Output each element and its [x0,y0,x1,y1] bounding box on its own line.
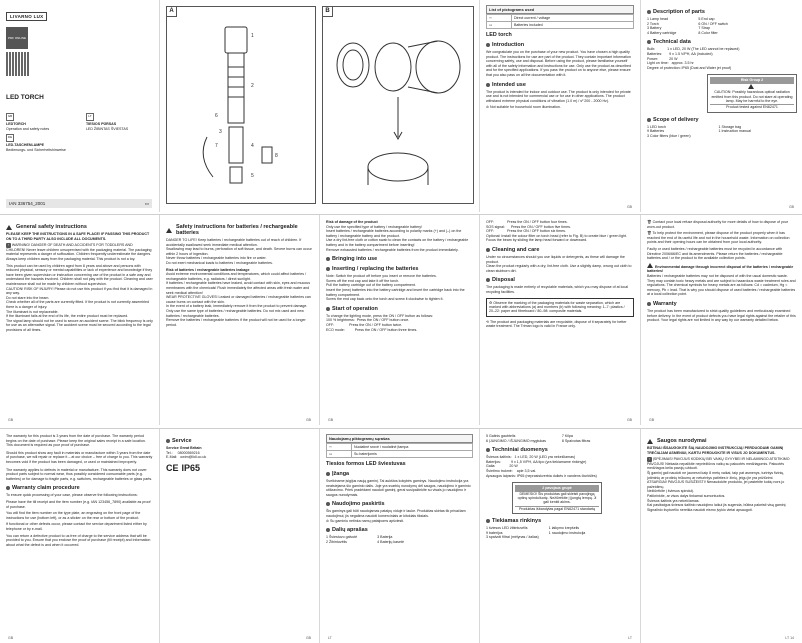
svg-text:8: 8 [275,153,278,159]
scope-item: 1 Storage bag [718,124,742,129]
tech-line: Šviesos šaltinis: 1 x LED, 20 W (LED yra nekeičiamas) [486,455,576,460]
pictogram-label: Batteries included [512,22,634,29]
insert-step: Screw the end cap back onto the torch and screw it clockwise to tighten it. [326,297,444,302]
service-country: Service Great Britain [166,446,202,450]
language-title: LED-TASCHENLAMPE [6,143,45,148]
safety-heading: Saugos nurodymai [647,438,796,444]
leak-item: Remove the batteries / rechargeable batteries if the product will not be used for a longer period. [166,318,306,327]
ce-mark-icon: CE [166,462,179,473]
risk-item: Only use the specified type of battery / rechargeable battery! [326,224,423,229]
svg-text:4: 4 [251,143,254,149]
page-gb-6 [160,215,320,425]
procedure-item: You can return a defective product to us free of charge to the service address that will be provided to you. Ensure that you enclose the proof of purchase (till receipt) and information about what the defect is and when it occurred. [6,533,151,547]
ian-number: IAN 336754_2001 [9,201,46,206]
warranty-text: The warranty applies to defects in material or manufacture. This warranty does not cover product parts subject to normal wear, thus possibly considered consumable parts (e.g. batteries) or for damage to fragile parts, e.g. switches, rechargeable batteries or glass parts. [6,467,153,481]
part-item: 3 Baterija [377,535,393,540]
scope-heading: Tiekiamas rinkinys [486,518,634,524]
battery-cartridge [229,127,243,163]
scope-item: 3 Color filters (blue / green) [647,133,691,138]
language-group-left [6,113,66,152]
part-item: 7 Strap [698,26,710,31]
color-filter [262,147,272,163]
qr-code [6,52,30,76]
bullet-icon [486,448,490,452]
page-number: LT 14 [785,636,794,640]
part-item: 8 Color filter [698,30,718,35]
scope-item: 1 LED torch [647,124,666,129]
page-number: GB [328,418,334,422]
disposal-box: ♻ Observe the marking of the packaging materials for waste separation, which are marked with abbreviations (a) and numbers (b) with following meaning: 1–7: plastics / 20–22: paper and fibreboard / 80–98: composite materials. [486,298,634,317]
into-use-heading: Bringing into use [326,256,473,262]
bullet-icon [326,257,330,261]
warning-label-icon: ! [8,243,9,248]
warranty-heading: Warranty [647,301,796,307]
bullet-icon [647,10,651,14]
page-number: GB [626,205,632,209]
panel-label: B [323,7,333,17]
leak-item: Only use the same type of batteries / rechargeable batteries. Do not mix used and new batteries / rechargeable batteries. [166,308,304,318]
section-title: LED torch [486,32,512,38]
tech-line: Baterijos: 9 x 1,5 V/PH, AA tipo (yra tiekiamame rinkinyje) [486,459,587,464]
risk-text: DĖMESIO! Šis produktas gali skleisti pavojingą optinę spinduliuotę. Nežiūrėkite į įjungtą lempą. Ji gali kenkti akims. [517,491,597,505]
figure-panel-b [322,6,474,204]
part-item: 3 Battery [647,26,662,31]
pictograms-title: List of pictograms used [486,5,634,14]
part-item: 1 Šviestuvo galvutė [326,535,358,540]
end-cap [230,167,242,183]
filter-fitting-drawing [323,7,473,203]
row-top [0,0,802,212]
risk-item: Use a dry lint-free cloth or cotton swab to clean the contacts on the battery / rechargeable battery and in the battery compartment before inserting! [326,238,469,247]
svg-text:2: 2 [251,83,254,89]
mode-line: OFF: Press the ON / OFF button six times. [486,229,566,234]
tech-line: Degree of protection: IP65 (Dust and Water jet proof) [647,65,732,70]
language-group-right [86,113,128,152]
bin-icon: 🗑 [647,220,653,224]
safety-item: If the illuminant fails at the end of its life, the entire product must be replaced. [6,314,129,319]
part-item: 8 Spalvotas filtras [561,438,591,443]
safety-item: Do not stare into the beam. [6,295,50,300]
tech-heading: Technical data [647,39,796,45]
safety-item: The signal lamp should not be used to secure an accident scene. The blink frequency is only for use as an alternative signal. The accident scene must be secured according to the legal provisions of all times. [6,318,153,332]
language-sub: LED ŽIBINTAS ŠVIESTAS [85,126,129,131]
warning-triangle-icon [647,263,653,268]
page-gb-11 [160,429,320,643]
intro-text: We congratulate you on the purchase of your new product. You have chosen a high quality product. The instructions for use are part of the product. They contain important information concerning safety, use and disposal. Before using the product, please familiarise yourself with all of the safety information and instructions for use. Only use the product as described and for the specified applications. If you pass the product on to anyone else, please ensure that you also pass on all the documentation with it. [486,50,632,77]
flag-icon: ▭ [144,200,149,206]
mode-line: ECO mode: Press the ON / OFF button three times. [326,327,418,332]
scope-item: 1 Instruction manual [718,129,751,134]
ian-bar [6,199,152,208]
bullet-icon [486,43,490,47]
page-gb-7 [320,215,480,425]
battery-icon: ▭ [327,451,352,458]
language-title: TIESIOS PŪRSAS [85,122,117,126]
bullet-icon [486,248,490,252]
bullet-icon [647,118,651,122]
pictogram-table [326,443,473,458]
pictogram-label: Nuolatinė srovė / nuolatinė įtampa [352,444,473,451]
safety-item: Kai pasibaigus šviesos šaltinio naudojimo laikui jis sugenda, būtina pakeisti visą gaminį. [647,503,787,508]
scope-heading: Scope of delivery [647,117,796,123]
safety-item: CAUTION! RISK OF INJURY! Please do not use this product if you find that it is damaged in any way. [6,286,153,296]
insert-heading: Inserting / replacing the batteries [326,266,473,272]
ce-ip-row [166,463,313,473]
tech-line: Galia: 20 W [486,464,518,469]
page-number: LT [328,636,332,640]
intended-heading: Intended use [486,82,634,88]
scope-item: 9 Batteries [647,129,665,134]
panel-label: A [167,7,177,17]
mode-line: OFF: Press the ON / OFF button twice. [326,322,403,327]
insert-step: Insert the (new) batteries into the battery cartridge and insert the cartridge back into the battery compartment. [326,287,465,297]
scope-item: 1 naudojimo instrukcija [548,530,586,535]
risk-group-box [707,74,797,112]
insert-note: Note: Switch the product off before you insert or remove the batteries. [326,274,437,279]
intended-note: ⊘ Not suitable for household room illumination. [486,105,561,110]
intended-heading: Naudojimo paskirtis [326,501,473,507]
warranty-text: Should this product show any fault in materials or manufacture within 3 years from the date of purchase, we will repair or replace it – at our choice – free of charge to you. This warranty becomes void if the product has been damaged, or used or maintained improperly. [6,450,153,464]
page-lt-12 [320,429,480,643]
general-safety-heading: General safety instructions [6,224,153,230]
page-number: LT [628,636,632,640]
bullet-icon [647,40,651,44]
safety-item: The illuminant is not replaceable. [6,309,59,314]
intended-note: ⊘ Su gaminiu netinka namų patalpoms apšviesti. [326,518,405,523]
scope-item: 3 spalvoti filtrai (mėlynas / žalias) [486,535,539,540]
procedure-item: You will find the item number on the type plate, an engraving on the front page of the instructions for use (bottom left), or as a sticker on the rear or bottom of the product. [6,511,141,520]
leak-heading: Risk of batteries / rechargeable batteries leakage [166,267,250,272]
bullet-icon [326,472,330,476]
pictogram-table [486,14,634,29]
parts-heading: Description of parts [647,9,796,15]
svg-text:1: 1 [251,33,254,39]
scope-list [486,526,634,540]
disposal-end: ⟲ The product and packaging materials are recyclable, dispose of it separately for better waste treatment. The Triman logo is valid in France only. [486,319,627,329]
recycle-icon: ♻ [489,300,494,305]
tech-line: Apsaugos laipsnis: IP65 (neprasiskverbia dulkės ir vandens čiurkšlės) [486,473,597,478]
part-item: 2 Torch [647,21,659,26]
cleaning-item: Under no circumstances should you use liquids or detergents, as these will damage the product. [486,254,625,264]
procedure-text: To ensure quick processing of your case, please observe the following instructions: [6,493,138,498]
mode-line: OFF: Press the ON / OFF button four times. [486,220,568,224]
procedure-item: If functional or other defects occur, please contact the service department listed either by telephone or by e-mail. [6,522,147,531]
intro-heading: Įžanga [326,471,473,477]
bullet-icon [486,519,490,523]
safety-item: ATSARGIAI! PAVOJUS SUSIŽEISTI! Nenaudokite produkto, jei pastebite kokių nors jo pažeidimų. [647,480,785,489]
part-item: 4 Baterijų kasetė [377,539,404,544]
page-number: GB [8,418,14,422]
exploded-torch-drawing [167,7,315,203]
risk-item: Remove exhausted batteries / rechargeable batteries from the product immediately. [326,247,459,252]
parts-heading: Dalių aprašas [326,527,473,533]
no-room-light-icon: ⊘ [326,518,331,523]
part-item: 1 Lamp head [647,17,668,21]
risk-text: CAUTION: Possibly hazardous optical radiation emitted from this product. Do not stare at operating lamp. May be harmful to the eye. [711,90,793,103]
insert-step: Pull the battery cartridge out of the battery compartment. [326,283,416,288]
language-sub: Bedienungs- und Sicherheitshinweise [6,147,66,152]
language-list [6,113,153,152]
safety-item: Patikrinkite, ar visos dalys tinkamai sumontuotos. [647,493,726,498]
parts-list [647,17,796,35]
warranty-text: The warranty for this product is 3 years from the date of purchase. The warranty period begins on the date of purchase. Please keep the original sales receipt in a safe location. This document is required as your proof of purchase. [6,434,146,448]
leak-item: Avoid extreme environmental conditions and temperatures, which could affect batteries / rechargeable batteries, e.g. radiators / direct sunlight. [166,272,307,281]
battery-safety-item: Never throw batteries / rechargeable batteries into fire or water. [166,256,267,261]
risk-footer: Produktas išbandytas pagal EN62471 standartą [515,506,599,511]
language-flag-icon: LT [86,113,94,121]
part-item: 4 Battery cartridge [647,30,677,35]
leak-item: If batteries / rechargeable batteries have leaked, avoid contact with skin, eyes and mucous membranes with the chemicals! Flush immediately the affected areas with fresh water and seek medical attention! [166,281,311,295]
disposal-text: The packaging is made entirely of recyclable materials, which you may dispose of at local recycling facilities. [486,285,629,294]
page-gb-8 [480,215,641,425]
tech-line: Batteries: 9 x 1.5 V/PH, AA (included) [647,51,713,56]
tech-line: Light on time: approx. 3.5 hr [647,61,694,66]
bullet-icon [647,302,651,306]
product-title: LED TORCH [6,94,44,101]
page-gb-10 [0,429,160,643]
section-title: Tiesios formos LED šviestuvas [326,461,406,467]
row-middle [0,214,802,425]
battery-safety-item: Do not exert mechanical loads to batteries / rechargeable batteries. [166,260,273,265]
svg-text:7: 7 [215,143,218,149]
procedure-heading: Warranty claim procedure [6,485,153,491]
page-number: GB [8,636,14,640]
part-item: 7 Kilpa [561,434,573,438]
dc-icon: ⎓ [327,444,352,451]
scope-list [647,125,796,139]
safety-warning: ! WARNING! DANGER OF DEATH AND ACCIDENTS FOR TODDLERS AND CHILDREN! Never leave children unsupervised with the packaging material. The packaging material represents a danger of suffocation. Children frequently underestimate the dangers. Always keep children away from the packaging material. This product is not a toy. [6,243,152,261]
brand-logo: LIVARNO LUX [6,12,47,21]
leak-item: In the event of a battery leak, immediately remove it from the product to prevent damage. [166,304,308,309]
service-heading: Service [166,438,313,444]
env-text: Batteries / rechargeable batteries may not be disposed of with the usual domestic waste. They may contain toxic heavy metals and are subject to hazardous waste treatment rules and regulations. The chemical symbols for heavy metals are as follows: Cd = cadmium, Hg = mercury, Pb = lead. That is why you should dispose of used batteries / rechargeable batteries at a local collection point. [647,273,796,297]
bullet-icon [166,439,170,443]
torch-body [228,53,244,123]
language-sub: Operation and safety notes [6,126,50,131]
tech-heading: Techniniai duomenys [486,447,634,453]
safety-lead: PLEASE KEEP THE INSTRUCTIONS IN A SAFE PLACE! IF PASSING THIS PRODUCT ON TO A THIRD PARTY ALSO INCLUDE ALL DOCUMENTS. [6,232,150,241]
parts-list [326,535,473,544]
battery-safety-item: Swallowing may lead to burns, perforation of soft tissue, and death. Severe burns can occur within 2 hours of ingestion. [166,247,312,256]
safety-warning: ! ĮSPĖJIMAS! PAVOJUS KŪDIKIŲ BEI VAIKŲ GYVYBEI IR NELAIMINGO ATSITIKIMO PAVOJUS! Niekada nepalikite nepriežiūros vaikų su pakuotės medžiagomis. Pakuotės medžiagos kelia pavojų užduoti. [647,457,790,471]
svg-text:6: 6 [215,113,218,119]
figure-panel-a [166,6,316,204]
pictogram-label: Su baterijomis [352,451,473,458]
strap [203,137,213,177]
cleaning-item: Clean the product regularly with a dry, lint-free cloth. Use a slightly damp, wrung out cloth to clean stubborn dirt. [486,264,632,273]
warranty-text: The product has been manufactured to strict quality guidelines and meticulously examined before delivery. In the event of product defects you have legal rights against the retailer of this product. Your legal rights are not limited in any way by our warranty detailed below. [647,308,796,323]
scope-item: 1 laikymo krepšelis [548,526,580,531]
part-item: 5 End cap [698,17,715,21]
intro-text: Sveikiname įsigijus naują gaminį. Tai aukštos kokybės gaminys. Naudojimo instrukcija yra neatsiejama šio gaminio dalis. Joje yra svarbių nurodymų dėl saugos, naudojimo ir gaminio utilizavimo. Prieš pradėdami naudoti gaminį, gerai susipažinkite su visais jo naudojimo ir saugos nurodymais. [326,479,471,497]
dc-icon: ⎓ [487,15,512,22]
page-number: GB [788,205,794,209]
language-title: LEDTORCH [6,122,26,126]
page-lt-13 [480,429,641,643]
part-item: 6 ĮJUNGIMO / IŠJUNGIMO mygtukas [486,438,546,443]
service-email: E-Mail: owim@lidl.co.uk [166,455,207,460]
contact-text: 🗑 Contact your local refuse disposal authority for more details of how to dispose of your worn-out product. [647,220,788,229]
warning-triangle-icon [166,228,172,233]
lamp-head [225,27,247,53]
filter-text: Optional: Install the colour filter on torch head (refer to Fig. B) to create blue / green light. [486,233,628,238]
safety-item: Šį gaminį gali naudoti ne jaunesni kaip 8 metų vaikai, taip pat asmenys, turintys fizinių, jutiminių ar protinių trūkumų ar neturintys patirties ir žinių, jeigu jie yra prižiūrimi. [647,470,785,480]
leak-item: WEAR PROTECTIVE GLOVES! Leaked or damaged batteries / rechargeable batteries can cause burns on contact with the skin. [166,295,311,304]
faulty-text: Faulty or used batteries / rechargeable batteries must be recycled in accordance with Directive 2006/66/EC and its amendments. Please return the batteries / rechargeable batteries and / or the product to the available collection points. [647,246,783,261]
service-phone: Tel.: 08000569216 [166,450,200,455]
bullet-icon [6,486,10,490]
cover-page [0,0,160,212]
part-item: 5 Galinis gaubtelis [486,434,516,438]
page-number: GB [649,418,655,422]
page-number: GB [305,418,311,422]
row-bottom [0,428,802,643]
safety-lead: BŪTINAI IŠSAUGOKITE ŠIĄ NAUDOJIMO INSTRUKCIJĄ! PERDUODAMI GAMINĮ TREČIAJAM ASMENIUI, KARTU PERDUOKITE IR VISUS JO DOKUMENTUS. [647,446,784,455]
page-gb-3 [480,0,641,212]
part-item: 2 Žibintuvėlis [326,539,347,544]
risk-item: Insert batteries / rechargeable batteries according to polarity marks (+) and (–) on the battery / rechargeable battery and the product. [326,229,462,238]
parts-list [486,434,634,443]
safety-item: Check whether all of the parts are currently fitted. If the product is not currently assembled there is a danger of injury. [6,300,150,309]
page-number: GB [305,636,311,640]
safety-item: Šviesos šaltinis yra nekeičiamas. [647,498,700,503]
pictograms-title: Naudojamų piktogramų sąrašas [326,434,473,443]
triman-icon: ⟲ [486,319,490,324]
cleaning-heading: Cleaning and care [486,247,634,253]
bullet-icon [326,267,330,271]
intended-text: Šis gaminys gali būti naudojamas patalpų viduje ir lauke. Produktas skirtas tik privačiam naudojimui, jis negalima naudoti komerciniais ar kitokiais tikslais. [326,509,466,518]
svg-text:3: 3 [219,129,222,135]
tech-line: Power: 20 W [647,56,678,61]
warning-label-icon: ! [649,457,650,462]
start-heading: Start of operation [326,306,473,312]
scope-item: 1 šviesos LED žibintuvėlis [486,526,528,531]
bullet-icon [486,278,490,282]
page-gb-4 [641,0,802,212]
battery-safety-heading: Safety instructions for batteries / rechargeable batteries [166,224,313,236]
battery-safety-item: DANGER TO LIFE! Keep batteries / rechargeable batteries out of reach of children. If accidentally swallowed seek immediate medical attention. [166,238,302,247]
figure-pages [160,0,480,212]
tech-line: Švietimo trukmė: apie 3,5 val. [486,468,537,473]
language-flag-icon: DE [6,134,14,142]
risk-footer: Product tested against EN62471 [710,104,794,109]
warning-triangle-icon [6,225,12,230]
env-heading: Environmental damage through incorrect disposal of the batteries / rechargeable batteries! [647,264,794,274]
risk-title: 2 pavojaus grupė [515,485,599,491]
procedure-item: Please have the till receipt and the item number (e.g. IAN 123456_7890) available as proof of purchase. [6,499,151,509]
part-item: 6 ON / OFF switch [698,21,728,26]
start-text: To change the lighting mode, press the ON / OFF button as follows: [326,313,434,318]
intro-heading: Introduction [486,42,634,48]
battery-icon: ▭ [487,22,512,29]
pdf-online-badge: PDF ONLINE [6,27,28,49]
page-gb-9 [641,215,802,425]
mode-line: 100 % brightness: Press the ON / OFF button once. [326,318,410,323]
page-lt-14 [641,429,802,643]
scope-item: 9 baterijos [486,530,503,535]
warning-triangle-icon [647,439,653,444]
mode-line: SOS signal: Press the ON / OFF button five times. [486,224,571,229]
bullet-icon [486,83,490,87]
risk-title: Risk Group 2 [710,77,794,83]
no-room-light-icon: ⊘ [486,105,491,110]
safety-item: Signalinio švyturėlio nereikia naudoti eismo įvykio vietai apsaugoti. [647,507,753,512]
disposal-heading: Disposal [486,277,634,283]
focus-text: Focus the beam by sliding the lamp head forward or downward. [486,238,588,243]
safety-item: Nežiūrėkite į šviesos spindulį. [647,489,694,494]
bullet-icon [326,528,330,532]
help-text: 🗑 To help protect the environment, please dispose of the product properly when it has reached the end of its useful life and not in the household waste. Information on collection points and their opening hours can be obtained from your local authority. [647,231,790,245]
bullet-icon [326,307,330,311]
bin-icon: 🗑 [647,231,653,236]
page-gb-5 [0,215,160,425]
bullet-icon [326,502,330,506]
intended-text: The product is intended for indoor and outdoor use. The product is only intended for private use and is not intended for commercial use or for use in other applications. The product withstand extreme physical conditions of vibration (1.0 m) / s² 200 - 2000 Hz). [486,89,631,103]
risk-group-box [512,482,602,514]
language-flag-icon: GB [6,113,14,121]
risk-heading: Risk of damage of the product [326,220,378,224]
insert-step: Screw off the end cap and take it off the torch. [326,278,400,283]
pictogram-label: Direct current / voltage [512,15,634,22]
ip-rating: IP65 [181,462,201,473]
tech-line: Bulb: 1 x LED, 20 W (The LED cannot be replaced) [647,47,740,52]
page-number: GB [626,418,632,422]
svg-text:5: 5 [251,173,254,179]
safety-item: This product can be used by children aged from 8 years and above and persons with reduced physical, sensory or mental capabilities or lack of experience and knowledge if they have been given supervision or instruction concerning use of the product in a safe way and understand the hazards involved. Children shall not play with the product. Cleaning and user maintenance shall not be made by children without supervision. [6,263,153,286]
